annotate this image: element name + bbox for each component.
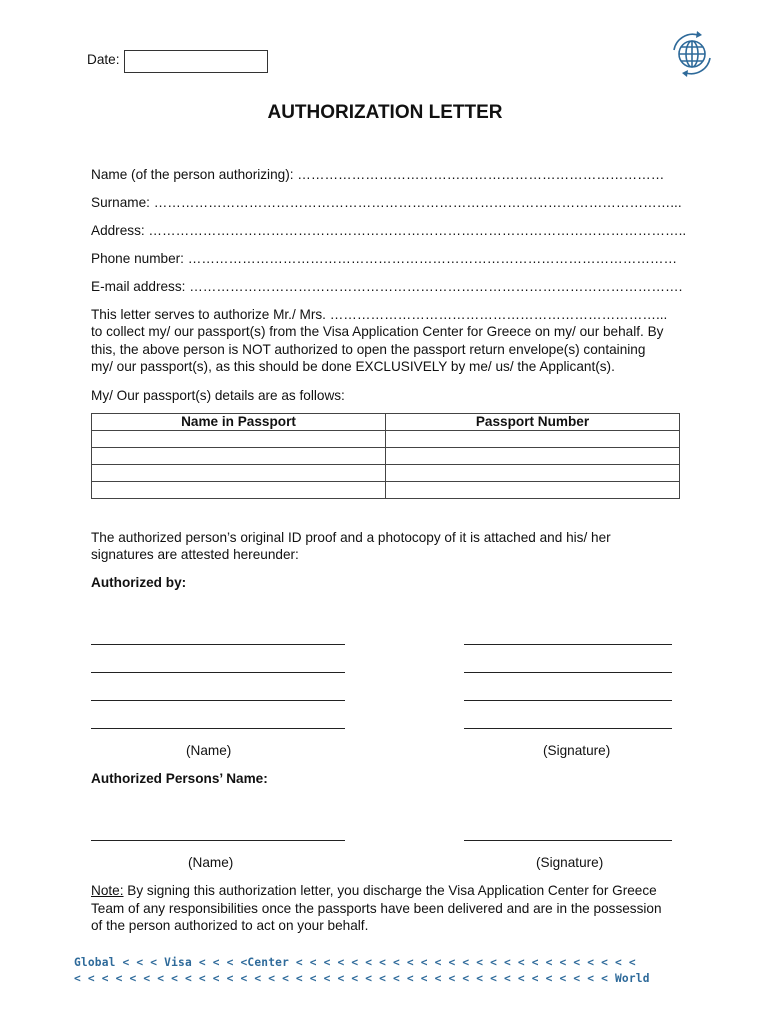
authorized-by-heading: Authorized by: xyxy=(91,575,187,590)
passport-name-cell[interactable] xyxy=(92,465,386,482)
table-row xyxy=(92,448,680,465)
note-label: Note: xyxy=(91,883,124,898)
footer-line-2: < < < < < < < < < < < < < < < < < < < < < < < < < < < < < < < < < < < < < < < World xyxy=(74,972,650,985)
surname-field: Surname: ……………………………………………………………………………………………………... xyxy=(91,195,682,210)
authorization-line-2: to collect my/ our passport(s) from the Visa Application Center for Greece on my/ our behalf. By xyxy=(91,324,664,339)
attest-line-1: The authorized person’s original ID proof and a photocopy of it is attached and his/ her xyxy=(91,530,611,545)
passport-table xyxy=(91,413,680,499)
name-line[interactable] xyxy=(91,644,345,645)
address-field: Address: ……………………………………………………………………………………………………….. xyxy=(91,223,687,238)
name-line[interactable] xyxy=(91,700,345,701)
column-header-name: Name in Passport xyxy=(92,414,386,431)
name-line[interactable] xyxy=(91,672,345,673)
signature-line[interactable] xyxy=(464,700,672,701)
signature-caption: (Signature) xyxy=(543,743,611,758)
name-caption: (Name) xyxy=(188,855,234,870)
authorizer-name-field: Name (of the person authorizing): ……………………………………………………………………… xyxy=(91,167,665,182)
name-line[interactable] xyxy=(91,728,345,729)
date-label: Date: xyxy=(87,52,120,67)
column-header-number: Passport Number xyxy=(386,414,680,431)
table-row xyxy=(92,482,680,499)
table-row xyxy=(92,465,680,482)
signature-line[interactable] xyxy=(464,644,672,645)
email-field: E-mail address: ………………………………………………………………………………………………. xyxy=(91,279,683,294)
authorized-person-heading: Authorized Persons’ Name: xyxy=(91,771,268,786)
passport-number-cell[interactable] xyxy=(386,448,680,465)
note-line-1 xyxy=(91,882,657,900)
footer-line-1: Global < < < Visa < < < <Center < < < < < < < < < < < < < < < < < < < < < < < < < xyxy=(74,956,636,969)
table-row xyxy=(92,431,680,448)
note-text-1: By signing this authorization letter, you discharge the Visa Application Center for Greece xyxy=(123,883,657,898)
authorization-line-4: my/ our passport(s), as this should be done EXCLUSIVELY by me/ us/ the Applicant(s). xyxy=(91,359,615,374)
authorization-line-1: This letter serves to authorize Mr./ Mrs. ………………………………………………………………... xyxy=(91,307,668,322)
name-caption: (Name) xyxy=(186,743,232,758)
phone-field: Phone number: ……………………………………………………………………………………………… xyxy=(91,251,678,266)
passport-name-cell[interactable] xyxy=(92,482,386,499)
attest-line-2: signatures are attested hereunder: xyxy=(91,547,299,562)
passport-table-header xyxy=(92,414,680,431)
signature-caption: (Signature) xyxy=(536,855,604,870)
passport-intro: My/ Our passport(s) details are as follows: xyxy=(91,388,345,403)
signature-line[interactable] xyxy=(464,672,672,673)
passport-number-cell[interactable] xyxy=(386,482,680,499)
globe-arrows-icon xyxy=(668,28,716,80)
note-line-3: of the person authorized to act on your behalf. xyxy=(91,918,369,933)
page-title: AUTHORIZATION LETTER xyxy=(267,102,503,123)
signature-line[interactable] xyxy=(464,728,672,729)
note-line-2: Team of any responsibilities once the passports have been delivered and are in the possession xyxy=(91,901,662,916)
date-field[interactable] xyxy=(124,50,268,73)
authorized-person-name-line[interactable] xyxy=(91,840,345,841)
passport-number-cell[interactable] xyxy=(386,431,680,448)
passport-name-cell[interactable] xyxy=(92,431,386,448)
passport-name-cell[interactable] xyxy=(92,448,386,465)
passport-number-cell[interactable] xyxy=(386,465,680,482)
authorized-person-signature-line[interactable] xyxy=(464,840,672,841)
authorization-line-3: this, the above person is NOT authorized to open the passport return envelope(s) containing xyxy=(91,342,646,357)
